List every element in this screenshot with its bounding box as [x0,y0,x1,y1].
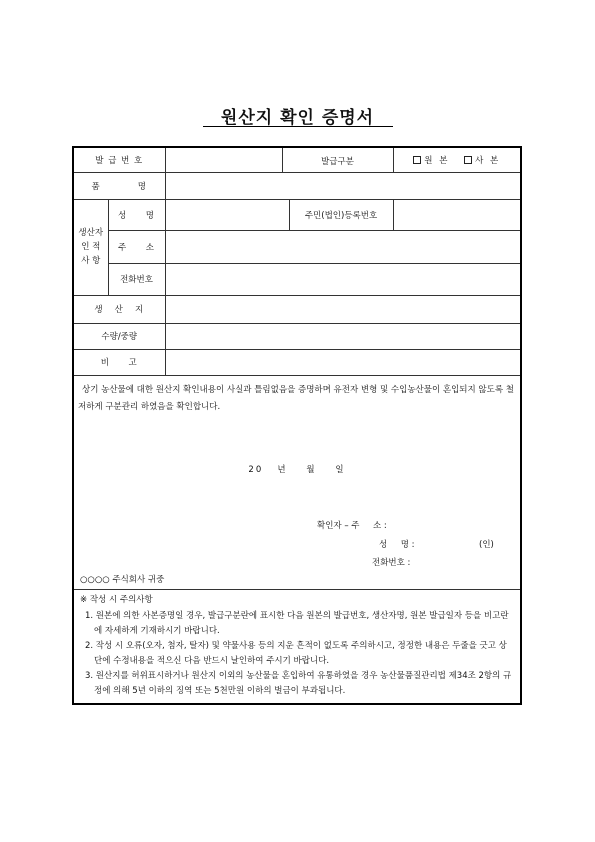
issue-number-field[interactable] [165,147,393,172]
checkbox-icon[interactable] [413,156,421,164]
quantity-field[interactable] [165,323,521,349]
phone-field[interactable] [165,263,521,295]
issue-type-label: 발급구분 [321,157,354,167]
reg-number-field[interactable] [393,199,521,230]
origin-field[interactable] [165,295,521,323]
note-item: 2. 작성 시 오류(오자, 첨자, 탈자) 및 약물사용 등의 지운 흔적이 없도록 주의하시고, 정정한 내용은 두줄을 긋고 상단에 수정내용을 적으신 다음 반드시 날인하여 주시기 바랍니다. [85,640,507,666]
remarks-field[interactable] [165,349,521,375]
address-field[interactable] [165,230,521,263]
issue-date: 20 년 월 일 [248,464,346,475]
notes-section [73,589,521,704]
name-field[interactable] [165,199,289,230]
document-title: 원산지 확인 증명서 [220,108,375,128]
confirmation-statement [73,375,521,589]
statement-text: 상기 농산물에 대한 원산지 확인내용이 사실과 틀림없음을 증명하며 유전자 변형 및 수입농산물이 혼입되지 않도록 철저하게 구분관리 하였음을 확인합니다. [78,384,514,412]
address-label: 주 소 [108,230,165,263]
note-item: 3. 원산지를 허위표시하거나 원산지 이외의 농산물을 혼입하여 유통하였을 경우 농산물품질관리법 제34조 2항의 규정에 의해 5년 이하의 징역 또는 5천만원 이하의 벌금이 부과됩니다. [85,670,512,696]
issue-number-label: 발 급 번 호 [73,147,165,172]
recipient-company: ○○○○ 주식회사 귀중 [80,574,165,585]
checkbox-icon[interactable] [464,156,472,164]
issue-type-options [393,147,521,172]
option-copy[interactable]: 사 본 [464,156,500,166]
seal-mark: (인) [479,539,494,550]
reg-number-label: 주민(법인)등록번호 [289,199,393,230]
name-label: 성 명 [108,199,165,230]
confirmer-name-label: 성 명 : [379,539,415,550]
note-item: 1. 원본에 의한 사본증명일 경우, 발급구분란에 표시한 다음 원본의 발급번호, 생산자명, 원본 발급일자 등을 비고란에 자세하게 기재하시기 바랍니다. [85,610,509,636]
producer-section-label: 생산자 인 적 사 항 [73,199,108,295]
product-label: 품 명 [73,172,165,199]
origin-label: 생 산 지 [73,295,165,323]
remarks-label: 비 고 [73,349,165,375]
confirmer-phone-label: 전화번호 : [372,557,411,568]
product-field[interactable] [165,172,521,199]
phone-label: 전화번호 [108,263,165,295]
confirmer-address-label: 확인자 – 주 소 : [317,520,387,531]
option-original[interactable]: 원 본 [413,156,449,166]
certificate-form [72,146,522,705]
notes-heading: ※ 작성 시 주의사항 [80,594,153,605]
title-underline [203,126,393,127]
quantity-label: 수량/중량 [73,323,165,349]
